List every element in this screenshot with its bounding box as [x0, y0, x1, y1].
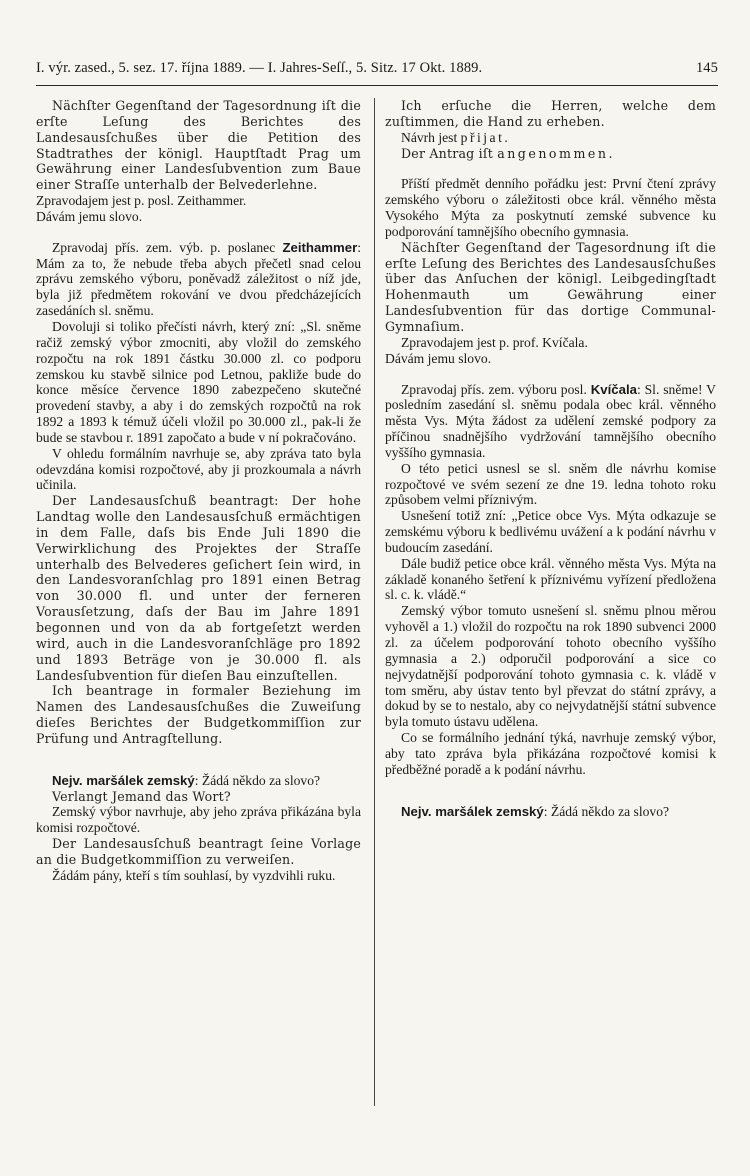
german-paragraph	[36, 98, 361, 193]
czech-paragraph	[385, 335, 716, 351]
paragraph-text: Der Landesausſchuß beantragt: Der hohe Landtag wolle den Landesausſchuß ermächtigen in dem Falle, daſs bis Ende Juli 1890 die Verwirklichung des Projektes der Straſſe unterhalb des Belvederes geſichert ſein wird, in den Landesvoranſchlag pro 1891 einen Betrag von 30.000 fl. und unter der ferneren Vorausſetzung, daſs der Bau im Jahre 1891 begonnen und von da ab fortgeſetzt werden wird, auch in die Landesvoranſchläge pro 1892 und 1893 Beträge von je 30.000 fl. als Landesſubvention für dieſen Bau einzuſtellen.	[36, 493, 361, 683]
paragraph-text: Žádám pány, kteří s tím souhlasí, by vyzdvihli ruku.	[52, 867, 336, 883]
paragraph-text: Nächſter Gegenſtand der Tagesordnung iſt die erſte Leſung des Berichtes des Landesausſchußes über das Anſuchen der königl. Leibgedingſtadt Hohenmauth um Gewährung einer Landesſubvention für das dortige Communal-Gymnaſium.	[385, 239, 716, 334]
paragraph-tail: .	[608, 145, 613, 161]
paragraph-text: : Sl. sněme! V posledním zasedání sl. sněmu podala obec král. věnného města Vys. Mýta žádost za udělení zemské podpory za příčinou snadnějšího vydržování tamnějšího obecního vyššího gymnasia.	[385, 381, 716, 460]
german-paragraph	[385, 98, 716, 130]
speaker-name: Nejv. maršálek zemský	[401, 803, 544, 819]
column-divider	[374, 98, 375, 1106]
czech-paragraph	[36, 209, 361, 225]
czech-paragraph	[36, 868, 361, 884]
paragraph-text: Der Landesausſchuß beantragt ſeine Vorlage an die Budgetkommiſſion zu verweiſen.	[36, 836, 361, 867]
speaker-name: Kvíčala	[590, 381, 637, 397]
czech-paragraph	[36, 804, 361, 836]
header-rule	[36, 85, 718, 86]
czech-paragraph	[385, 508, 716, 556]
czech-paragraph	[385, 130, 716, 146]
czech-paragraph	[385, 556, 716, 604]
paragraph-text: Ich erſuche die Herren, welche dem zuſtimmen, die Hand zu erheben.	[385, 98, 716, 129]
czech-paragraph	[385, 603, 716, 730]
paragraph-text: Co se formálního jednání týká, navrhuje zemský výbor, aby tato zpráva byla přikázána rozpočtové komisi k předběžné poradě a k podání návrhu.	[385, 730, 716, 777]
czech-paragraph	[36, 773, 361, 789]
czech-paragraph	[385, 730, 716, 778]
paragraph-tail: .	[504, 129, 508, 145]
page-number: 145	[695, 60, 718, 76]
right-column	[385, 98, 716, 819]
paragraph-lead: Der Antrag iſt	[401, 145, 498, 161]
paragraph-text: O této petici usnesl se sl. sněm dle návrhu komise rozpočtové ve svém sezení ze dne 19. ledna tohoto roku způsobem velmi příznivým.	[385, 460, 716, 508]
german-paragraph	[36, 789, 361, 805]
paragraph-lead: Zpravodaj přís. zem. výboru posl.	[401, 381, 591, 397]
paragraph-text: Dále budiž petice obce král. věnného města Vys. Mýta na základě konaného šetření k příznivému vyřízení předložena sl. c. k. vládě.“	[385, 555, 716, 603]
left-column	[36, 98, 361, 884]
czech-paragraph	[36, 319, 361, 446]
czech-paragraph	[36, 193, 361, 209]
paragraph-text: : Žádá někdo za slovo?	[543, 803, 670, 819]
header-title: I. výr. zased., 5. sez. 17. října 1889. — I. Jahres-Seſſ., 5. Sitz. 17 Okt. 1889.	[36, 60, 483, 76]
czech-paragraph	[385, 461, 716, 509]
paragraph-text: V ohledu formálním navrhuje se, aby zpráva tato byla odevzdána komisi rozpočtové, aby ji prozkoumala a návrh učinila.	[36, 445, 361, 493]
paragraph-lead: Návrh jest	[401, 129, 461, 145]
paragraph-text: Dovoluji si toliko přečísti návrh, který zní: „Sl. sněme račiž zemský výbor zmocniti, aby vložil do zemského rozpočtu na rok 1891 částku 30.000 zl. co podporu zemskou ku stavbě silnice pod Letnou, pakliže bude do konce měsíce července 1890 zabezpečeno skutečné provedení stavby, a aby i do zemských rozpočtů na rok 1892 a 1893 k témuž účeli vložil po 30.000 zl., pak-li že bude se stavbou r. 1891 započato a bude v ní pokračováno.	[36, 318, 361, 445]
document-page	[36, 0, 718, 1176]
czech-paragraph	[36, 446, 361, 494]
czech-paragraph	[385, 804, 716, 820]
paragraph-text: Usnešení totiž zní: „Petice obce Vys. Mýta odkazuje se zemskému výboru k bedlivému uvážení a k podání návrhu v budoucím zasedání.	[385, 508, 716, 555]
paragraph-text: Dávám jemu slovo.	[385, 350, 492, 366]
paragraph-text: Zemský výbor tomuto usnešení sl. sněmu plnou měrou vyhověl a 1.) vložil do rozpočtu na rok 1890 subvenci 2000 zl. za účelem podporování tohoto obecního vyššího gymnasia a 2.) odporučil podporování a sice co nejvydatnější podporování tohoto gymnasia c. k. vládě v tom směru, aby ústav tento byl převzat do státní zprávy, a dokud by se to nestalo, aby co nejvydatnější státní subvence byla tomuto ústavu udělena.	[385, 603, 716, 730]
czech-paragraph	[385, 351, 716, 367]
paragraph-text: : Žádá někdo za slovo?	[194, 772, 321, 788]
paragraph-text: Ich beantrage in formaler Beziehung im Namen des Landesausſchußes die Zuweiſung dieſes Berichtes der Budgetkommiſſion zur Prüfung und Antragſtellung.	[36, 683, 361, 746]
german-paragraph	[385, 240, 716, 335]
german-paragraph	[36, 836, 361, 868]
paragraph-text: Zpravodajem jest p. posl. Zeithammer.	[36, 193, 247, 209]
paragraph-text: Verlangt Jemand das Wort?	[52, 788, 231, 804]
emphasized-word: přijat	[460, 129, 505, 145]
paragraph-text: : Mám za to, že nebude třeba abych přečetl snad celou zprávu zemského výboru, poněvadž záležitost o níž jde, byla již předmětem rokování ve dvou předcházejících zasedáních sl. sněmu.	[36, 239, 361, 319]
german-paragraph	[385, 146, 716, 162]
czech-paragraph	[385, 176, 716, 239]
czech-paragraph	[36, 240, 361, 319]
speaker-name: Nejv. maršálek zemský	[52, 772, 195, 788]
paragraph-text: Zpravodajem jest p. prof. Kvíčala.	[401, 334, 588, 350]
paragraph-text: Dávám jemu slovo.	[36, 208, 143, 224]
emphasized-word: angenommen	[497, 145, 609, 161]
czech-paragraph	[385, 382, 716, 461]
paragraph-lead: Zpravodaj přís. zem. výb. p. poslanec	[52, 239, 283, 255]
paragraph-text: Příští předmět denního pořádku jest: První čtení zprávy zemského výboru o záležitosti obce král. věnného města Vysokého Mýta za poskytnutí zemské subvence ku podporování tamnějšího obecního gymnasia.	[385, 176, 716, 239]
paragraph-text: Zemský výbor navrhuje, aby jeho zpráva přikázána byla komisi rozpočtové.	[36, 804, 361, 836]
speaker-name: Zeithammer	[282, 239, 358, 255]
german-paragraph	[36, 683, 361, 746]
paragraph-text: Nächſter Gegenſtand der Tagesordnung iſt die erſte Leſung des Berichtes des Landesausſchußes über die Petition des Stadtrathes der königl. Hauptſtadt Prag um Gewährung einer Landesſubvention zum Baue einer Straſſe unterhalb der Belvederlehne.	[36, 98, 361, 193]
page-header	[36, 60, 718, 77]
german-paragraph	[36, 493, 361, 683]
